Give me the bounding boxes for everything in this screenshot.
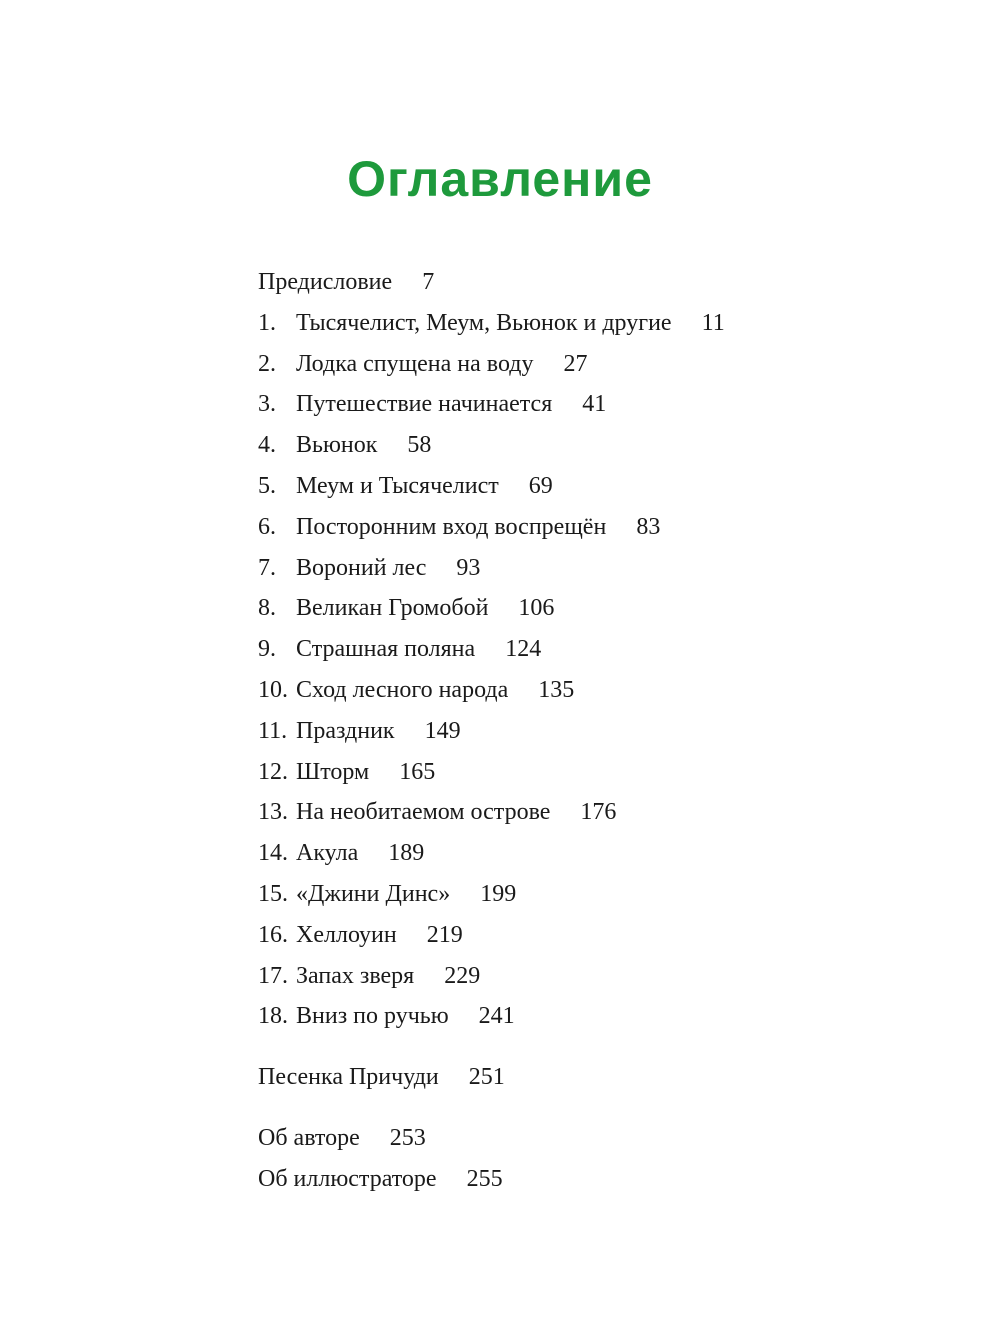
entry-title: Великан Громобой: [296, 595, 489, 622]
entry-page: 7: [422, 269, 435, 295]
entry-page: 69: [528, 472, 553, 499]
entry-page: 241: [478, 1003, 515, 1030]
page-title: Оглавление: [347, 151, 653, 207]
entry-title: Вороний лес: [296, 554, 427, 581]
entry-title: Страшная поляна: [296, 636, 476, 663]
toc-entry-chapter[interactable]: [258, 303, 878, 344]
entry-page: 58: [407, 432, 432, 459]
entry-page: 199: [480, 880, 517, 907]
chapter-number: 6.: [258, 513, 276, 540]
toc-entry-chapter[interactable]: [258, 792, 878, 833]
entry-page: 27: [563, 350, 588, 377]
chapter-number: 3.: [258, 391, 276, 418]
entry-page: 165: [399, 758, 436, 785]
chapter-number: 7.: [258, 554, 276, 581]
toc-entry-chapter[interactable]: [258, 670, 878, 711]
toc-entry-chapter[interactable]: [258, 833, 878, 874]
toc-entry-about-illustrator[interactable]: [258, 1159, 878, 1200]
toc-entry-chapter[interactable]: [258, 996, 878, 1037]
entry-page: 11: [701, 309, 725, 336]
toc-entry-chapter[interactable]: [258, 629, 878, 670]
toc-entry-chapter[interactable]: [258, 548, 878, 589]
entry-page: 149: [424, 717, 461, 744]
toc-entry-chapter[interactable]: [258, 915, 878, 956]
toc-entry-chapter[interactable]: [258, 752, 878, 793]
table-of-contents: [258, 262, 878, 1200]
entry-title: Путешествие начинается: [296, 391, 553, 418]
toc-entry-chapter[interactable]: [258, 507, 878, 548]
entry-page: 229: [444, 962, 481, 989]
entry-page: 251: [468, 1064, 505, 1091]
entry-page: 83: [636, 513, 661, 540]
entry-page: 176: [580, 799, 617, 826]
toc-entry-chapter[interactable]: [258, 874, 878, 915]
entry-page: 93: [456, 554, 481, 581]
toc-entry-about-author[interactable]: [258, 1118, 878, 1159]
toc-entry-chapter[interactable]: [258, 425, 878, 466]
entry-title: Хеллоуин: [296, 921, 397, 948]
toc-entry-chapter[interactable]: [258, 588, 878, 629]
entry-title: Предисловие: [258, 269, 393, 295]
entry-title: Вьюнок: [296, 432, 378, 459]
chapter-number: 2.: [258, 350, 276, 377]
toc-entry-chapter[interactable]: [258, 344, 878, 385]
entry-title: Посторонним вход воспрещён: [296, 513, 607, 540]
entry-title: Праздник: [296, 717, 395, 744]
entry-title: Тысячелист, Меум, Вьюнок и другие: [296, 309, 672, 336]
chapter-number: 12.: [258, 758, 288, 785]
chapter-number: 17.: [258, 962, 288, 989]
entry-page: 255: [466, 1165, 503, 1192]
entry-title: «Джини Динс»: [296, 880, 451, 907]
toc-entry-preface[interactable]: [258, 262, 878, 303]
entry-title: Сход лесного народа: [296, 676, 509, 703]
entry-page: 124: [505, 636, 542, 663]
chapter-number: 10.: [258, 676, 288, 703]
chapter-number: 13.: [258, 799, 288, 826]
chapter-number: 15.: [258, 880, 288, 907]
chapter-number: 1.: [258, 309, 276, 336]
chapter-number: 14.: [258, 840, 288, 867]
entry-title: Меум и Тысячелист: [296, 472, 499, 499]
toc-entry-chapter[interactable]: [258, 711, 878, 752]
chapter-list: [258, 303, 878, 1037]
toc-entry-song[interactable]: [258, 1057, 878, 1098]
chapter-number: 5.: [258, 472, 276, 499]
entry-title: Запах зверя: [296, 962, 415, 989]
chapter-number: 9.: [258, 636, 276, 663]
chapter-number: 16.: [258, 921, 288, 948]
toc-entry-chapter[interactable]: [258, 384, 878, 425]
chapter-number: 11.: [258, 717, 288, 744]
entry-title: Об авторе: [258, 1124, 360, 1151]
entry-page: 189: [388, 840, 425, 867]
entry-title: Об иллюстраторе: [258, 1165, 437, 1192]
entry-title: На необитаемом острове: [296, 799, 551, 826]
chapter-number: 8.: [258, 595, 276, 622]
entry-page: 135: [538, 676, 575, 703]
entry-title: Шторм: [296, 758, 370, 785]
entry-page: 41: [582, 391, 607, 418]
entry-title: Лодка спущена на воду: [296, 350, 534, 377]
entry-title: Песенка Причуди: [258, 1064, 439, 1091]
entry-title: Вниз по ручью: [296, 1003, 449, 1030]
entry-page: 106: [518, 595, 555, 622]
toc-entry-chapter[interactable]: [258, 956, 878, 997]
entry-page: 253: [389, 1124, 426, 1151]
entry-title: Акула: [296, 840, 359, 867]
chapter-number: 18.: [258, 1003, 288, 1030]
entry-page: 219: [426, 921, 463, 948]
chapter-number: 4.: [258, 432, 276, 459]
toc-entry-chapter[interactable]: [258, 466, 878, 507]
